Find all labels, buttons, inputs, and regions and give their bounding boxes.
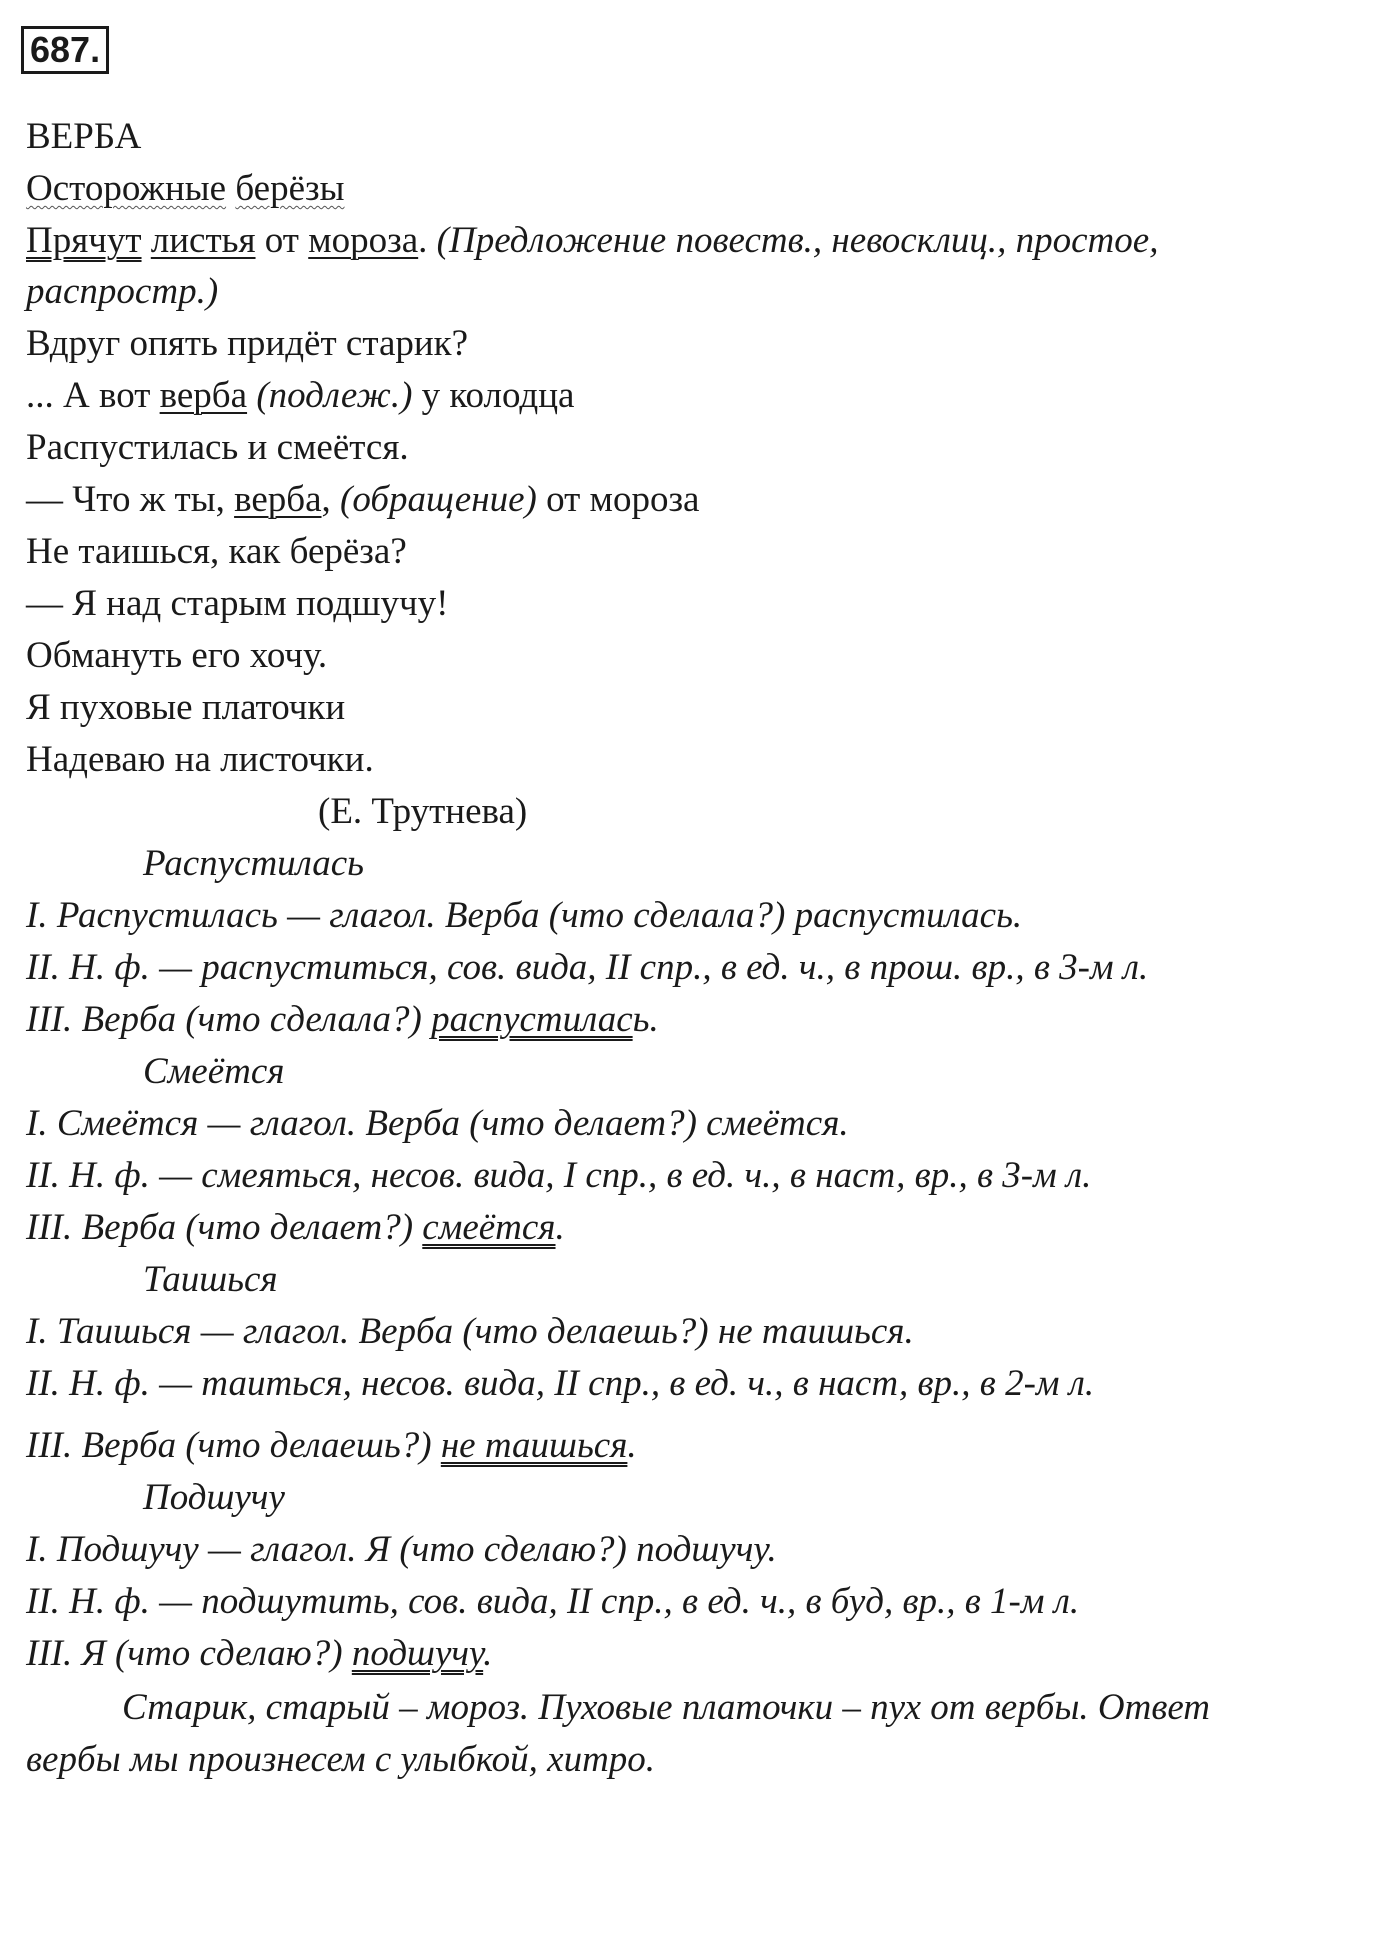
analysis-step: I. Смеётся — глагол. Верба (что делает?) смеётся. xyxy=(26,1103,849,1144)
poem-line xyxy=(26,167,344,211)
conclusion-line: вербы мы произнесем с улыбкой, хитро. xyxy=(26,1739,656,1780)
adverbial-word: мороза xyxy=(308,220,419,261)
analysis-step: III. Я (что сделаю?) подшучу. xyxy=(26,1633,493,1674)
poem-line: Прячут листья от мороза. (Предложение повеств., невосклиц., простое, xyxy=(26,220,1159,261)
exercise-number: 687. xyxy=(21,26,109,74)
predicate-word: подшучу xyxy=(351,1633,484,1674)
poem-line: Надеваю на листочки. xyxy=(26,739,374,780)
conclusion-line: Старик, старый – мороз. Пуховые платочки – пух от вербы. Ответ xyxy=(122,1687,1211,1728)
poem-line: — Что ж ты, верба, (обращение) от мороза xyxy=(26,479,700,520)
analysis-heading: Распустилась xyxy=(143,843,365,884)
annotation: распростр.) xyxy=(26,271,219,312)
annotation: (обращение) xyxy=(330,479,537,520)
attribute-word: берёзы xyxy=(235,168,345,209)
predicate-word: смеётся xyxy=(422,1207,556,1248)
analysis-heading: Подшучу xyxy=(143,1477,285,1518)
predicate-word: не таишься xyxy=(440,1425,628,1466)
subject-word: верба xyxy=(159,375,248,416)
address-word: верба xyxy=(234,479,322,520)
poem-line: Я пуховые платочки xyxy=(26,687,346,728)
poem-line: Не таишься, как берёза? xyxy=(26,531,407,572)
annotation: (подлеж.) xyxy=(247,375,413,416)
analysis-step: III. Верба (что делаешь?) не таишься. xyxy=(26,1425,637,1466)
analysis-step: I. Подшучу — глагол. Я (что сделаю?) подшучу. xyxy=(26,1529,777,1570)
analysis-step: II. Н. ф. — подшутить, сов. вида, II спр., в ед. ч., в буд, вр., в 1-м л. xyxy=(26,1581,1080,1622)
poem-line: ... А вот верба (подлеж.) у колодца xyxy=(26,375,575,416)
analysis-heading: Таишься xyxy=(143,1259,278,1300)
poem-line: Вдруг опять придёт старик? xyxy=(26,323,469,364)
object-word: листья xyxy=(150,220,256,261)
analysis-step: II. Н. ф. — смеяться, несов. вида, I спр., в ед. ч., в наст, вр., в 3-м л. xyxy=(26,1155,1092,1196)
analysis-heading: Смеётся xyxy=(143,1051,285,1092)
analysis-step: III. Верба (что сделала?) распустилась. xyxy=(26,999,659,1040)
poem-line: — Я над старым подшучу! xyxy=(26,583,449,624)
analysis-step: III. Верба (что делает?) смеётся. xyxy=(26,1207,565,1248)
predicate-word: Прячут xyxy=(26,220,142,261)
analysis-step: I. Таишься — глагол. Верба (что делаешь?) не таишься. xyxy=(26,1311,914,1352)
poem-line: Обмануть его хочу. xyxy=(26,635,328,676)
annotation: (Предложение повеств., невосклиц., простое, xyxy=(427,220,1159,261)
analysis-step: II. Н. ф. — распуститься, сов. вида, II спр., в ед. ч., в прош. вр., в 3-м л. xyxy=(26,947,1149,988)
predicate-word: распустилас xyxy=(431,999,633,1040)
analysis-step: I. Распустилась — глагол. Верба (что сделала?) распустилась. xyxy=(26,895,1023,936)
analysis-step: II. Н. ф. — таиться, несов. вида, II спр., в ед. ч., в наст, вр., в 2-м л. xyxy=(26,1363,1095,1404)
attribute-word: Осторожные xyxy=(26,168,227,209)
poem-title: ВЕРБА xyxy=(26,116,142,157)
poem-author: (Е. Трутнева) xyxy=(318,791,528,832)
poem-line: Распустилась и смеётся. xyxy=(26,427,409,468)
